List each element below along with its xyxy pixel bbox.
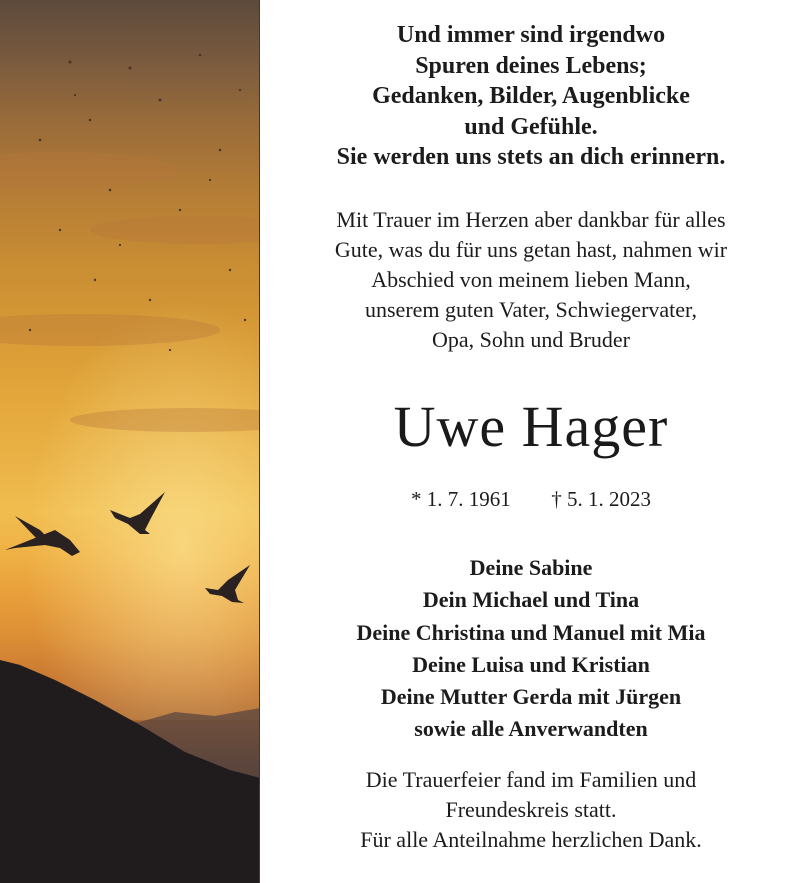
closing-line: Freundeskreis statt. — [445, 797, 617, 822]
poem-line: Gedanken, Bilder, Augenblicke — [372, 83, 690, 109]
notice-text-column — [262, 0, 800, 883]
photo-artwork — [0, 0, 260, 883]
poem-line: Spuren deines Lebens; — [415, 52, 647, 79]
poem-line: und Gefühle. — [464, 113, 598, 140]
intro-text — [262, 205, 800, 355]
sunset-geese-photo — [0, 0, 260, 883]
poem — [262, 20, 800, 173]
closing-note — [262, 765, 800, 855]
poem-line: Und immer sind irgendwo — [396, 22, 666, 48]
mourner-line: Deine Luisa und Kristian — [412, 651, 650, 677]
life-dates — [262, 484, 800, 514]
intro-line: Abschied von meinem lieben Mann, — [371, 267, 691, 292]
intro-line: Opa, Sohn und Bruder — [432, 327, 630, 352]
intro-line: Mit Trauer im Herzen aber dankbar für alles — [336, 207, 726, 232]
death-symbol: † — [551, 487, 562, 511]
mourner-line: sowie alle Anverwandten — [414, 716, 648, 742]
mourner-line: Dein Michael und Tina — [422, 587, 640, 613]
mourner-line: Deine Sabine — [469, 555, 593, 580]
birth-date: 1. 7. 1961 — [426, 487, 511, 511]
intro-line: Gute, was du für uns getan hast, nahmen wir — [334, 237, 728, 262]
closing-line: Für alle Anteilnahme herzlichen Dank. — [360, 827, 702, 852]
mourner-line: Deine Mutter Gerda mit Jürgen — [380, 684, 682, 710]
deceased-name: Uwe Hager — [393, 394, 669, 459]
photo-border — [259, 0, 260, 883]
sun-glow — [0, 300, 260, 720]
mourners-list — [262, 552, 800, 746]
closing-line: Die Trauerfeier fand im Familien und — [365, 767, 697, 792]
poem-line: Sie werden uns stets an dich erinnern. — [336, 144, 726, 170]
intro-line: unserem guten Vater, Schwiegervater, — [365, 297, 697, 322]
death-date: 5. 1. 2023 — [567, 487, 651, 511]
mourner-line: Deine Christina und Manuel mit Mia — [356, 619, 706, 645]
birth-symbol: * — [411, 487, 422, 511]
